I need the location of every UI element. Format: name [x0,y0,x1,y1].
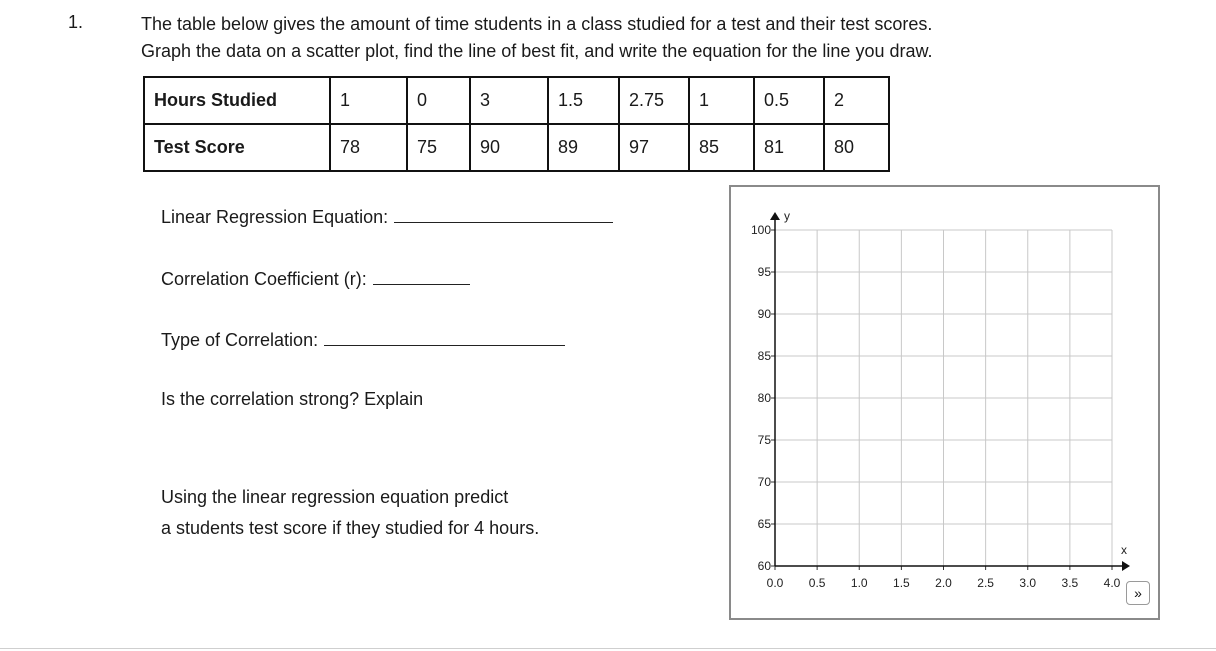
correlation-type-label: Type of Correlation: [161,330,319,350]
correlation-coef-question [161,266,470,290]
table-cell: 2 [824,77,889,124]
x-tick-label: 1.5 [893,576,910,590]
row-header-score: Test Score [144,124,330,171]
x-axis-label: x [1121,543,1127,557]
table-cell: 75 [407,124,470,171]
table-cell: 80 [824,124,889,171]
table-cell: 1 [689,77,754,124]
correlation-coef-answer-blank[interactable] [373,266,470,285]
y-axis-label: y [784,209,790,223]
table-row-hours [144,77,889,124]
y-tick-label: 80 [757,391,771,405]
data-table [143,76,890,172]
prediction-question [161,482,539,544]
regression-answer-blank[interactable] [394,204,613,223]
table-cell: 1.5 [548,77,619,124]
table-cell: 2.75 [619,77,689,124]
table-cell: 81 [754,124,824,171]
prediction-line-2: a students test score if they studied for 4 hours. [161,518,540,538]
question-number: 1. [68,12,84,32]
x-tick-label: 0.0 [766,576,784,590]
regression-label: Linear Regression Equation: [161,207,389,227]
table-cell: 85 [689,124,754,171]
y-tick-label: 60 [757,559,771,573]
table-cell: 0 [407,77,470,124]
x-tick-label: 3.0 [1019,576,1037,590]
correlation-type-question [161,327,565,351]
graph-frame [729,185,1160,620]
table-cell: 89 [548,124,619,171]
table-cell: 78 [330,124,407,171]
x-tick-label: 2.5 [977,576,994,590]
correlation-coef-label: Correlation Coefficient (r): [161,269,367,289]
prompt-line-1: The table below gives the amount of time students in a class studied for a test and their test scores. [141,14,933,34]
x-tick-label: 2.0 [935,576,952,590]
x-tick-label: 3.5 [1061,576,1079,590]
y-tick-label: 65 [757,517,771,531]
y-tick-label: 100 [750,223,771,237]
y-tick-label: 70 [757,475,771,489]
divider [0,648,1216,649]
table-cell: 97 [619,124,689,171]
y-tick-label: 75 [757,433,771,447]
x-tick-label: 4.0 [1103,576,1121,590]
y-tick-label: 90 [757,307,771,321]
table-cell: 90 [470,124,548,171]
table-cell: 1 [330,77,407,124]
regression-question [161,204,613,228]
y-tick-label: 85 [757,349,771,363]
table-row-scores [144,124,889,171]
correlation-type-answer-blank[interactable] [324,327,565,346]
table-cell: 3 [470,77,548,124]
prediction-line-1: Using the linear regression equation predict [161,487,509,507]
row-header-hours: Hours Studied [144,77,330,124]
strength-question: Is the correlation strong? Explain [161,389,424,409]
double-chevron-icon[interactable]: » [1126,581,1150,605]
prompt-line-2: Graph the data on a scatter plot, find the line of best fit, and write the equation for the line you draw. [141,41,933,61]
x-tick-label: 1.0 [850,576,868,590]
table-cell: 0.5 [754,77,824,124]
prompt [141,11,933,65]
x-tick-label: 0.5 [808,576,826,590]
y-tick-label: 95 [757,265,771,279]
